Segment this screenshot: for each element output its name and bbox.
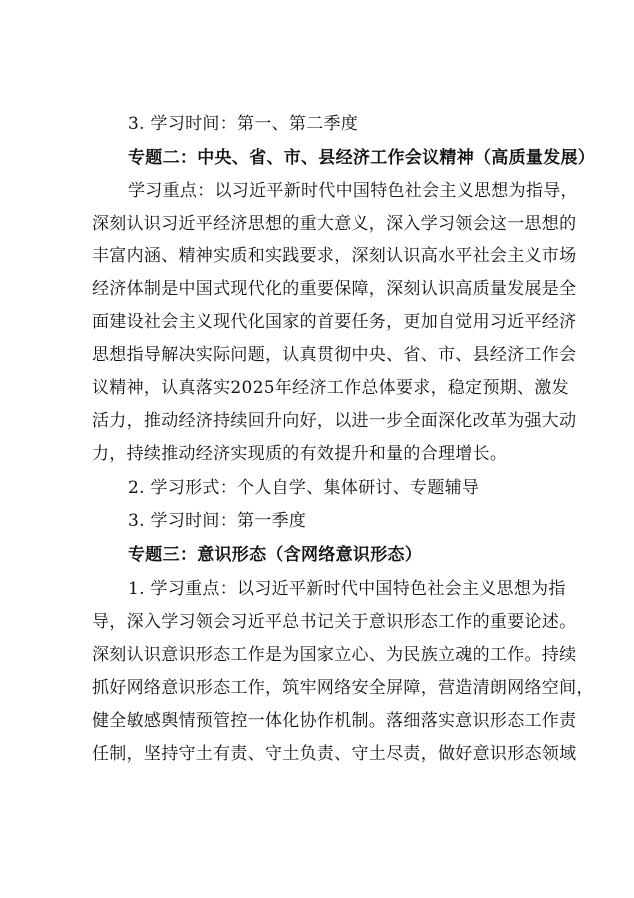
paragraph-line: 议精神，认真落实2025年经济工作总体要求，稳定预期、激发 [92,378,569,398]
paragraph-line: 任制，坚持守土有责、守土负责、守土尽责，做好意识形态领域 [92,744,577,764]
paragraph-line: 抓好网络意识形态工作，筑牢网络安全屏障，营造清朗网络空间， [92,678,594,698]
paragraph-line: 力，持续推动经济实现质的有效提升和量的合理增长。 [92,444,508,464]
study-time-item: 3. 学习时间：第一季度 [128,511,307,531]
paragraph-line: 丰富内涵、精神实质和实践要求，深刻认识高水平社会主义市场 [92,246,577,266]
paragraph-line: 导，深入学习领会习近平总书记关于意识形态工作的重要论述。 [92,612,577,632]
paragraph-line: 1. 学习重点：以习近平新时代中国特色社会主义思想为指 [128,579,566,599]
paragraph-line: 深刻认识意识形态工作是为国家立心、为民族立魂的工作。持续 [92,645,577,665]
topic-2-heading: 专题二：中央、省、市、县经济工作会议精神（高质量发展） [128,148,596,168]
paragraph-line: 面建设社会主义现代化国家的首要任务，更加自觉用习近平经济 [92,312,577,332]
paragraph-line: 深刻认识习近平经济思想的重大意义，深入学习领会这一思想的 [92,214,577,234]
paragraph-line: 学习重点：以习近平新时代中国特色社会主义思想为指导， [128,181,578,201]
topic-3-heading: 专题三：意识形态（含网络意识形态） [128,545,423,565]
paragraph-line: 经济体制是中国式现代化的重要保障，深刻认识高质量发展是全 [92,279,577,299]
paragraph-line: 健全敏感舆情预管控一体化协作机制。落细落实意识形态工作责 [92,711,577,731]
paragraph-line: 活力，推动经济持续回升向好，以进一步全面深化改革为强大动 [92,411,577,431]
paragraph-line: 思想指导解决实际问题，认真贯彻中央、省、市、县经济工作会 [92,345,577,365]
study-time-item: 3. 学习时间：第一、第二季度 [128,114,359,134]
study-form-item: 2. 学习形式：个人自学、集体研讨、专题辅导 [128,478,480,498]
